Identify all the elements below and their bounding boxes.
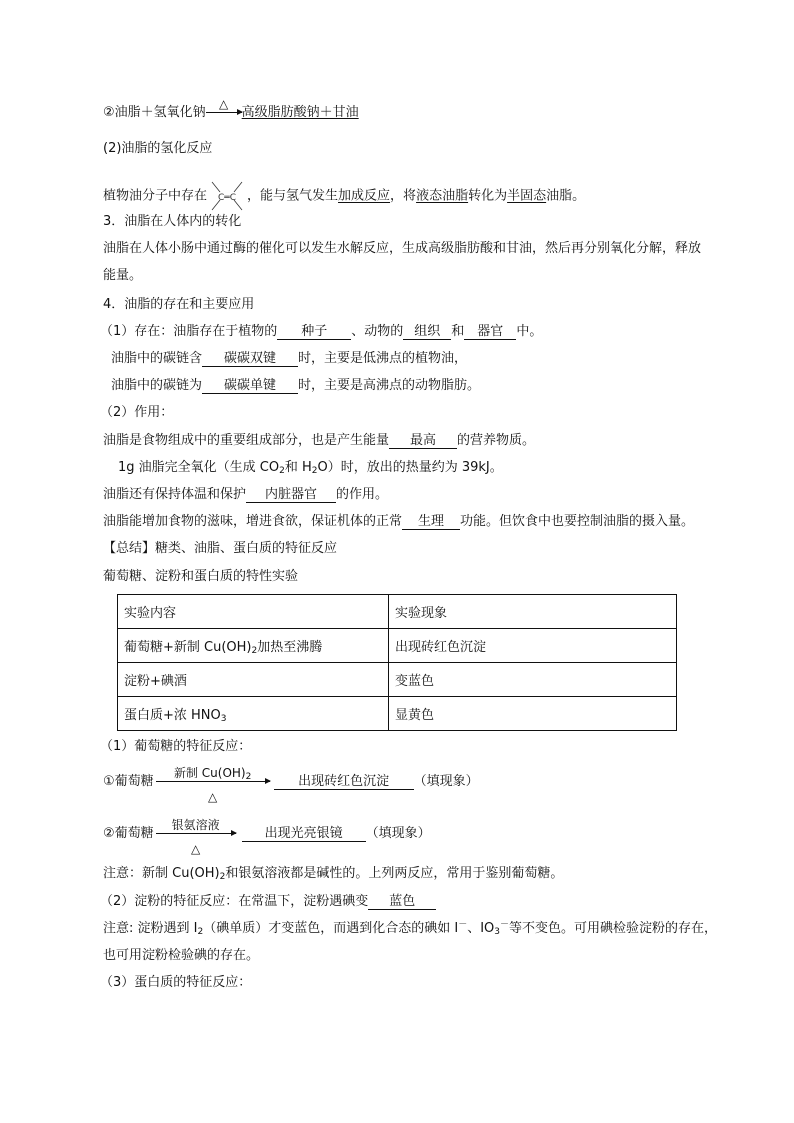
blank-energy: 最高 — [389, 433, 457, 449]
glucose-reaction-1: ①葡萄糖 新制 $Cu(OH)_2$ △ 出现砖红色沉淀 （填现象） — [103, 766, 479, 804]
alkene-bond-label: C═C — [218, 193, 237, 203]
table-row — [118, 697, 677, 731]
section-3-paragraph-line1: 油脂在人体小肠中通过酶的催化可以发生水解反应，生成高级脂肪酸和甘油，然后再分别氧化分解，释放 — [103, 241, 702, 256]
blank-glucose-phenomenon-1: 出现砖红色沉淀 — [274, 774, 414, 790]
function-heading: （2）作用： — [100, 405, 174, 420]
table-header-result: 实验现象 — [389, 595, 677, 629]
table-cell: 淀粉+碘酒 — [118, 663, 389, 697]
table-row — [118, 629, 677, 663]
table-caption: 葡萄糖、淀粉和蛋白质的特性实验 — [103, 569, 299, 584]
taste-line: 油脂能增加食物的滋味，增进食欲，保证机体的正常 生理 功能。但饮食中也要控制油脂的摄入量。 — [103, 514, 695, 529]
blank-single-bond: 碳碳单键 — [202, 378, 298, 394]
blank-plant: 种子 — [277, 324, 351, 340]
table-header-content: 实验内容 — [118, 595, 389, 629]
double-bond-line: 油脂中的碳链含 碳碳双键 时，主要是低沸点的植物油， — [111, 351, 468, 366]
glucose-note: 注意：新制 $Cu(OH)_2$和银氨溶液都是碱性的。上列两反应，常用于鉴别葡萄糖。 — [103, 866, 564, 882]
reaction-type: 加成反应 — [338, 188, 391, 204]
alkene-bond-icon — [207, 178, 247, 214]
section-3-paragraph-line2: 能量。 — [103, 268, 143, 283]
glucose-heading: （1）葡萄糖的特征反应： — [100, 739, 252, 754]
starch-line: （2）淀粉的特征反应：在常温下，淀粉遇碘变 蓝色 — [100, 893, 436, 911]
blank-protect: 内脏器官 — [246, 487, 336, 503]
table-cell: 变蓝色 — [389, 663, 677, 697]
table-cell: 蛋白质+浓 $HNO_3$ — [118, 697, 389, 731]
blank-starch-color: 蓝色 — [368, 894, 436, 910]
blank-tissue: 组织 — [403, 324, 451, 340]
section-3-heading: 3．油脂在人体内的转化 — [103, 214, 242, 229]
section-4-heading: 4．油脂的存在和主要应用 — [103, 297, 255, 312]
table-cell: 显黄色 — [389, 697, 677, 731]
circle-number: ② — [103, 105, 115, 120]
table-cell: 出现砖红色沉淀 — [389, 629, 677, 663]
solid-state: 半固态 — [507, 188, 547, 204]
table-row — [118, 663, 677, 697]
single-bond-line: 油脂中的碳链为 碳碳单键 时，主要是高沸点的动物脂肪。 — [111, 378, 481, 393]
reactants: 油脂＋氢氧化钠 — [114, 105, 206, 120]
heat-condition: △ — [219, 97, 229, 111]
hydrogenation-heading: (2)油脂的氢化反应 — [103, 141, 213, 156]
table-cell: 葡萄糖+新制 $Cu(OH)_2$加热至沸腾 — [118, 629, 389, 663]
reaction-arrow — [156, 818, 236, 856]
arrow-reagent: 银氨溶液 — [171, 818, 220, 832]
blank-physiology: 生理 — [402, 514, 460, 530]
saponification-equation — [103, 97, 359, 122]
saponification-products: 高级脂肪酸钠＋甘油 — [241, 105, 359, 120]
hydrogenation-line: 植物油分子中存在 C═C ，能与氢气发生加成反应，将液态油脂转化为半固态油脂。 — [103, 187, 585, 206]
carbon-double-bond-structure — [207, 187, 247, 205]
glucose-reaction-2: ②葡萄糖 银氨溶液 △ 出现光亮银镜 （填现象） — [103, 818, 431, 856]
heat-condition: △ — [191, 842, 201, 856]
energy-line: 油脂是食物组成中的重要组成部分，也是产生能量 最高 的营养物质。 — [103, 433, 536, 448]
starch-note-line2: 也可用淀粉检验碘的存在。 — [103, 948, 260, 963]
blank-organ: 器官 — [464, 324, 516, 340]
experiment-table — [117, 594, 677, 731]
existence-line: （1）存在：油脂存在于植物的 种子 、动物的 组织 和 器官 中。 — [100, 324, 543, 339]
arrow-reagent: 新制 Cu(OH) — [173, 766, 246, 780]
liquid-oil: 液态油脂 — [416, 188, 469, 204]
blank-double-bond: 碳碳双键 — [202, 351, 298, 367]
heat-condition: △ — [208, 790, 218, 804]
heat-line: 1g 油脂完全氧化（生成 $CO_2$和 $H_2O$）时，放出的热量约为 39kJ。 — [118, 460, 503, 476]
table-row — [118, 595, 677, 629]
starch-note-line1: 注意: 淀粉遇到 $I_2$（碘单质）才变蓝色，而遇到化合态的碘如 I－、$IO_3^-$等不变色。可用碘检验淀粉的存在， — [103, 919, 718, 937]
reaction-arrow: 新制 $Cu(OH)_2$ △ — [156, 781, 270, 782]
protect-line: 油脂还有保持体温和保护 内脏器官 的作用。 — [103, 487, 389, 502]
summary-heading: 【总结】糖类、油脂、蛋白质的特征反应 — [103, 541, 338, 556]
blank-glucose-phenomenon-2: 出现光亮银镜 — [242, 826, 366, 842]
protein-heading: （3）蛋白质的特征反应： — [100, 975, 252, 990]
reaction-arrow — [206, 97, 242, 113]
